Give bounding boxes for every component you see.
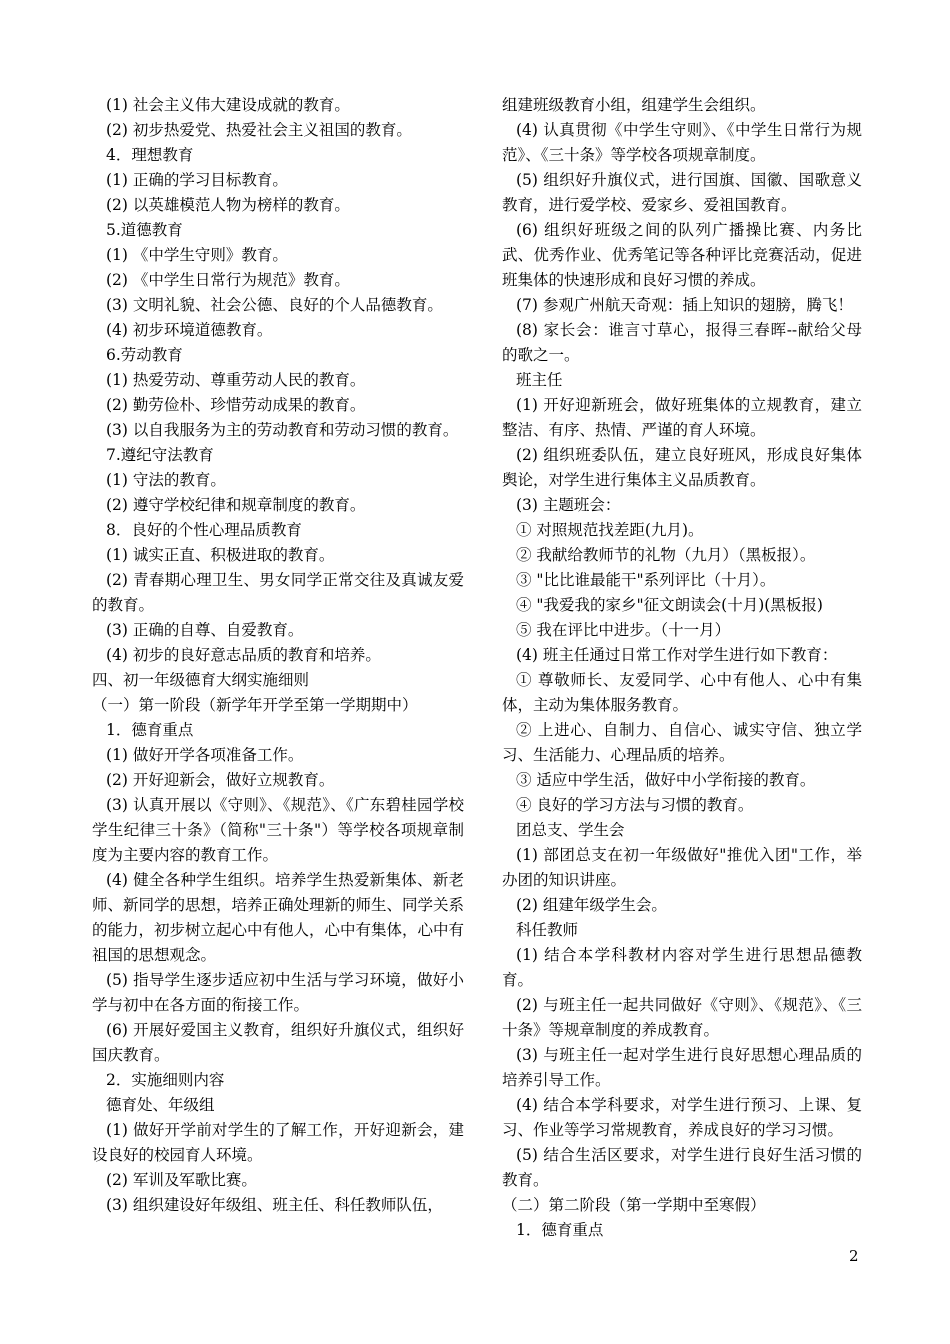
paragraph: 2．实施细则内容 [106,1071,225,1089]
paragraph: (2) 组建年级学生会。 [516,896,667,914]
paragraph: ⑤ 我在评比中进步。（十一月） [516,621,731,639]
paragraph: 班主任 [516,371,563,389]
paragraph: ④ "我爱我的家乡"征文朗读会(十月)(黑板报) [516,596,823,614]
paragraph: (1) 守法的教育。 [106,471,226,489]
paragraph: 四、初一年级德育大纲实施细则 [92,671,310,689]
paragraph: (1) 结合本学科教材内容对学生进行思想品德教育。 [502,946,862,989]
paragraph: 1．德育重点 [516,1221,604,1239]
paragraph: (7) 参观广州航天奇观：插上知识的翅膀，腾飞！ [516,296,853,314]
paragraph: 8．良好的个性心理品质教育 [106,521,302,539]
paragraph: (4) 认真贯彻《中学生守则》、《中学生日常行为规范》、《三十条》等学校各项规章制度。 [502,121,862,164]
paragraph: ② 我献给教师节的礼物（九月）（黑板报）。 [516,546,816,564]
paragraph: 6.劳动教育 [106,346,183,364]
paragraph: (8) 家长会：谁言寸草心，报得三春晖--献给父母的歌之一。 [502,321,862,364]
paragraph: 4．理想教育 [106,146,194,164]
paragraph: (2) 以英雄模范人物为榜样的教育。 [106,196,350,214]
right-column [502,93,862,1243]
paragraph: ③ "比比谁最能干"系列评比（十月）。 [516,571,776,589]
paragraph: (4) 结合本学科要求，对学生进行预习、上课、复习、作业等学习常规教育，养成良好的学习习惯。 [502,1096,862,1139]
paragraph: (3) 主题班会： [516,496,621,514]
paragraph: (4) 初步环境道德教育。 [106,321,273,339]
paragraph: (1) 部团总支在初一年级做好"推优入团"工作，举办团的知识讲座。 [502,846,862,889]
paragraph: （一）第一阶段（新学年开学至第一学期期中） [92,696,418,714]
paragraph: (3) 文明礼貌、社会公德、良好的个人品德教育。 [106,296,443,314]
paragraph: ④ 良好的学习方法与习惯的教育。 [516,796,754,814]
paragraph: (4) 班主任通过日常工作对学生进行如下教育： [516,646,838,664]
paragraph: ① 对照规范找差距(九月)。 [516,521,704,539]
paragraph: (2) 开好迎新会，做好立规教育。 [106,771,335,789]
page-number: 2 [849,1247,859,1265]
paragraph: (6) 组织好班级之间的队列广播操比赛、内务比武、优秀作业、优秀笔记等各种评比竞赛活动，促进班集体的快速形成和良好习惯的养成。 [502,221,862,289]
paragraph: 1．德育重点 [106,721,194,739]
paragraph: (6) 开展好爱国主义教育，组织好升旗仪式，组织好国庆教育。 [92,1021,464,1064]
paragraph: (3) 以自我服务为主的劳动教育和劳动习惯的教育。 [106,421,459,439]
paragraph: 德育处、年级组 [106,1096,215,1114]
paragraph: (4) 健全各种学生组织。培养学生热爱新集体、新老师、新同学的思想，培养正确处理新的师生、同学关系的能力，初步树立起心中有他人，心中有集体，心中有祖国的思想观念。 [92,871,465,964]
paragraph: (3) 组织建设好年级组、班主任、科任教师队伍， [106,1196,443,1214]
paragraph: (1) 《中学生守则》教育。 [106,246,288,264]
paragraph: (1) 做好开学各项准备工作。 [106,746,304,764]
paragraph: (2) 勤劳俭朴、珍惜劳动成果的教育。 [106,396,366,414]
paragraph: 5.道德教育 [106,221,183,239]
paragraph: (2) 组织班委队伍，建立良好班风，形成良好集体舆论，对学生进行集体主义品质教育。 [502,446,862,489]
paragraph: (5) 组织好升旗仪式，进行国旗、国徽、国歌意义教育，进行爱学校、爱家乡、爱祖国教育。 [502,171,862,214]
paragraph: (2) 与班主任一起共同做好《守则》、《规范》、《三十条》等规章制度的养成教育。 [502,996,862,1039]
paragraph: 组建班级教育小组，组建学生会组织。 [502,96,766,114]
paragraph: ① 尊敬师长、友爱同学、心中有他人、心中有集体，主动为集体服务教育。 [502,671,862,714]
paragraph: (1) 开好迎新班会，做好班集体的立规教育，建立整洁、有序、热情、严谨的育人环境。 [502,396,862,439]
paragraph: (1) 正确的学习目标教育。 [106,171,288,189]
paragraph: (3) 认真开展以《守则》、《规范》、《广东碧桂园学校学生纪律三十条》（简称"三十条"）等学校各项规章制度为主要内容的教育工作。 [92,796,464,864]
paragraph: (5) 指导学生逐步适应初中生活与学习环境，做好小学与初中在各方面的衔接工作。 [92,971,464,1014]
paragraph: (1) 诚实正直、积极进取的教育。 [106,546,335,564]
paragraph: (2) 军训及军歌比赛。 [106,1171,257,1189]
paragraph: (2) 青春期心理卫生、男女同学正常交往及真诚友爱的教育。 [92,571,464,614]
paragraph: (3) 正确的自尊、自爱教育。 [106,621,304,639]
paragraph: (1) 做好开学前对学生的了解工作，开好迎新会，建设良好的校园育人环境。 [92,1121,464,1164]
paragraph: ② 上进心、自制力、自信心、诚实守信、独立学习、生活能力、心理品质的培养。 [502,721,862,764]
left-column [92,93,464,1218]
paragraph: 7.遵纪守法教育 [106,446,214,464]
paragraph: (4) 初步的良好意志品质的教育和培养。 [106,646,381,664]
paragraph: (2) 遵守学校纪律和规章制度的教育。 [106,496,366,514]
paragraph: (1) 热爱劳动、尊重劳动人民的教育。 [106,371,366,389]
paragraph: 团总支、学生会 [516,821,625,839]
paragraph: (2) 初步热爱党、热爱社会主义祖国的教育。 [106,121,412,139]
paragraph: ③ 适应中学生活，做好中小学衔接的教育。 [516,771,816,789]
paragraph: (3) 与班主任一起对学生进行良好思想心理品质的培养引导工作。 [502,1046,862,1089]
paragraph: 科任教师 [516,921,579,939]
paragraph: (1) 社会主义伟大建设成就的教育。 [106,96,350,114]
paragraph: (2) 《中学生日常行为规范》教育。 [106,271,350,289]
paragraph: (5) 结合生活区要求，对学生进行良好生活习惯的教育。 [502,1146,862,1189]
paragraph: （二）第二阶段（第一学期中至寒假） [502,1196,766,1214]
